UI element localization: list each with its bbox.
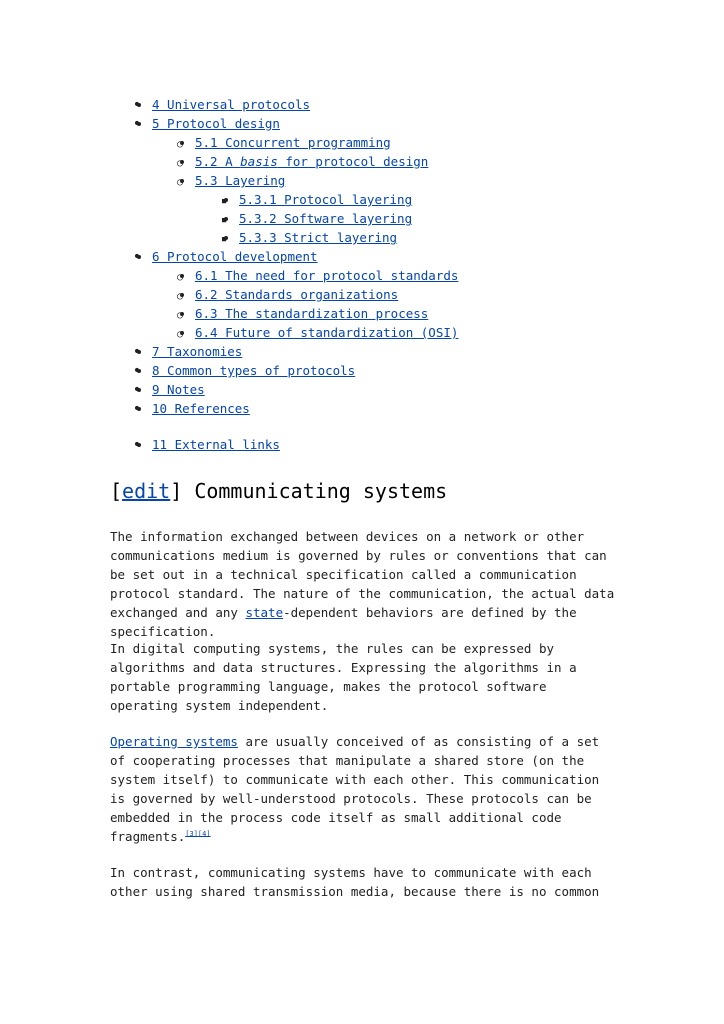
toc-item-7 xyxy=(152,344,242,360)
bullet-circle-icon xyxy=(173,173,187,191)
section-title: Communicating systems xyxy=(194,479,448,503)
toc-link-standards-organizations[interactable]: 6.2 Standards organizations xyxy=(195,287,399,302)
toc-item-5-1 xyxy=(195,135,391,151)
bullet-circle-icon xyxy=(173,154,187,172)
paragraph-2-text: In digital computing systems, the rules can be expressed by algorithms and data structures. Expressing the algorithms in a portable programming language, makes the protocol software operating system independent. xyxy=(110,641,577,713)
toc-item-5-3 xyxy=(195,173,285,189)
toc-item-5-3-2 xyxy=(239,211,412,227)
toc-link-software-layering[interactable]: 5.3.2 Software layering xyxy=(239,211,413,226)
bullet-square-icon xyxy=(217,192,231,209)
paragraph-4-text: In contrast, communicating systems have to communicate with each other using shared transmission media, because there is no common xyxy=(110,865,600,899)
toc-link-protocol-layering[interactable]: 5.3.1 Protocol layering xyxy=(239,192,413,207)
paragraph-1 xyxy=(110,528,620,641)
bullet-disc-icon xyxy=(130,401,144,417)
citation-4-link[interactable]: [4] xyxy=(197,829,211,838)
bullet-disc-icon xyxy=(130,437,144,453)
toc-link-taxonomies[interactable]: 7 Taxonomies xyxy=(152,344,243,359)
toc-link-standardization-process[interactable]: 6.3 The standardization process xyxy=(195,306,429,321)
toc-item-6-3 xyxy=(195,306,428,322)
paragraph-2 xyxy=(110,640,620,716)
toc-link-protocol-design[interactable]: 5 Protocol design xyxy=(152,116,280,131)
paragraph-1-text-a: The information exchanged between devices on a network or other communications medium is governed by rules or conventions that can be set out in a technical specification called a communication protocol standard. The nature of the communication, the actual data exchanged and any xyxy=(110,529,615,620)
bullet-disc-icon xyxy=(130,344,144,360)
toc-item-11 xyxy=(152,437,280,453)
toc-link-protocol-development[interactable]: 6 Protocol development xyxy=(152,249,318,264)
paragraph-3-text: are usually conceived of as consisting of a set of cooperating processes that manipulate a shared store (on the system itself) to communicate with each other. This communication is governed by well-understood protocols. These protocols can be embedded in the process code itself as small additional code fragments. xyxy=(110,734,600,844)
edit-section-link[interactable]: edit xyxy=(122,479,171,503)
toc-link-basis-for-protocol-design[interactable] xyxy=(195,154,428,169)
toc-item-9 xyxy=(152,382,205,398)
bullet-circle-icon xyxy=(173,306,187,324)
toc-item-5-2 xyxy=(195,154,428,170)
citation-3-link[interactable]: [3] xyxy=(185,829,198,838)
toc-link-layering[interactable]: 5.3 Layering xyxy=(195,173,286,188)
edit-bracket-close: ] xyxy=(170,479,183,503)
toc-item-5-3-3 xyxy=(239,230,397,246)
toc-link-suffix: for protocol design xyxy=(277,154,429,169)
bullet-disc-icon xyxy=(130,249,144,265)
toc-link-notes[interactable]: 9 Notes xyxy=(152,382,205,397)
bullet-disc-icon xyxy=(130,116,144,132)
toc-link-emphasis: basis xyxy=(240,154,278,169)
toc-item-6 xyxy=(152,249,318,265)
toc-link-strict-layering[interactable]: 5.3.3 Strict layering xyxy=(239,230,398,245)
toc-link-prefix: 5.2 A xyxy=(195,154,241,169)
toc-item-4 xyxy=(152,97,310,113)
section-heading xyxy=(110,478,447,504)
bullet-disc-icon xyxy=(130,363,144,379)
toc-link-universal-protocols[interactable]: 4 Universal protocols xyxy=(152,97,311,112)
paragraph-3 xyxy=(110,733,620,846)
toc-link-concurrent-programming[interactable]: 5.1 Concurrent programming xyxy=(195,135,391,150)
toc-link-need-for-standards[interactable]: 6.1 The need for protocol standards xyxy=(195,268,459,283)
toc-item-6-4 xyxy=(195,325,458,341)
toc-item-5-3-1 xyxy=(239,192,412,208)
bullet-square-icon xyxy=(217,211,231,228)
toc-item-6-1 xyxy=(195,268,458,284)
bullet-circle-icon xyxy=(173,287,187,305)
bullet-disc-icon xyxy=(130,97,144,113)
bullet-circle-icon xyxy=(173,268,187,286)
state-link[interactable]: state xyxy=(245,604,284,620)
toc-link-references[interactable]: 10 References xyxy=(152,401,250,416)
edit-bracket-open: [ xyxy=(110,479,123,503)
citations xyxy=(185,829,210,837)
toc-item-6-2 xyxy=(195,287,398,303)
toc-link-external-links[interactable]: 11 External links xyxy=(152,437,280,452)
bullet-square-icon xyxy=(217,230,231,247)
toc-item-5 xyxy=(152,116,280,132)
operating-systems-link[interactable]: Operating systems xyxy=(110,734,238,749)
paragraph-4 xyxy=(110,864,620,902)
toc-item-8 xyxy=(152,363,355,379)
toc-link-common-types[interactable]: 8 Common types of protocols xyxy=(152,363,356,378)
toc-item-10 xyxy=(152,401,250,417)
paragraph-1-text-b: -dependent behaviors are defined by the specification. xyxy=(110,604,577,639)
toc-link-future-of-standardization[interactable]: 6.4 Future of standardization (OSI) xyxy=(195,325,459,340)
bullet-circle-icon xyxy=(173,325,187,343)
bullet-circle-icon xyxy=(173,135,187,153)
bullet-disc-icon xyxy=(130,382,144,398)
